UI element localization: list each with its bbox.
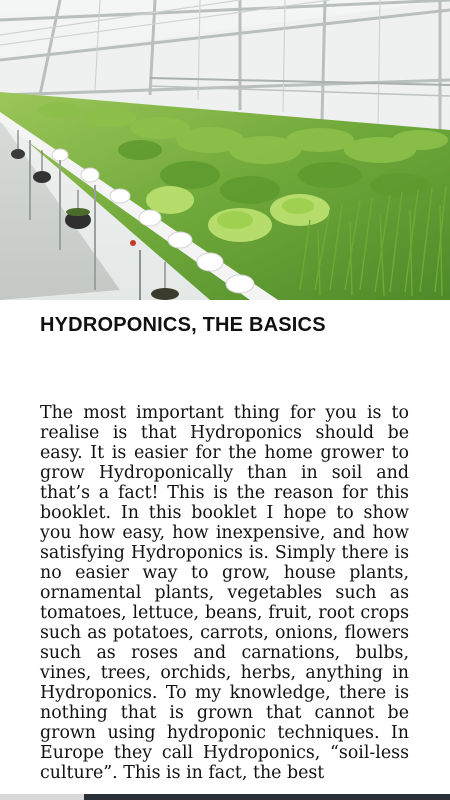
greenhouse-hero-image xyxy=(0,0,450,300)
article-body-text: The most important thing for you is to realise is that Hydroponics should be easy. It is easier for the home grower to grow Hydroponically than in soil and that’s a fact! This is the reason for this booklet. In this booklet I hope to show you how easy, how inexpensive, and how satisfying Hydroponics is. Simply there is no easier way to grow, house plants, ornamental plants, vegetables such as tomatoes, lettuce, beans, fruit, root crops such as potatoes, carrots, onions, flowers such as roses and carnations, bulbs, vines, trees, orchids, herbs, anything in Hydroponics. To my knowledge, there is nothing that is grown that cannot be grown using hydroponic techniques. In Europe they call Hydroponics, “soil-less culture”. This is in fact, the best xyxy=(40,403,409,783)
article-title: HYDROPONICS, THE BASICS xyxy=(40,314,326,336)
bottom-progress-strip xyxy=(0,794,450,800)
bottom-bar-segment xyxy=(84,794,450,800)
